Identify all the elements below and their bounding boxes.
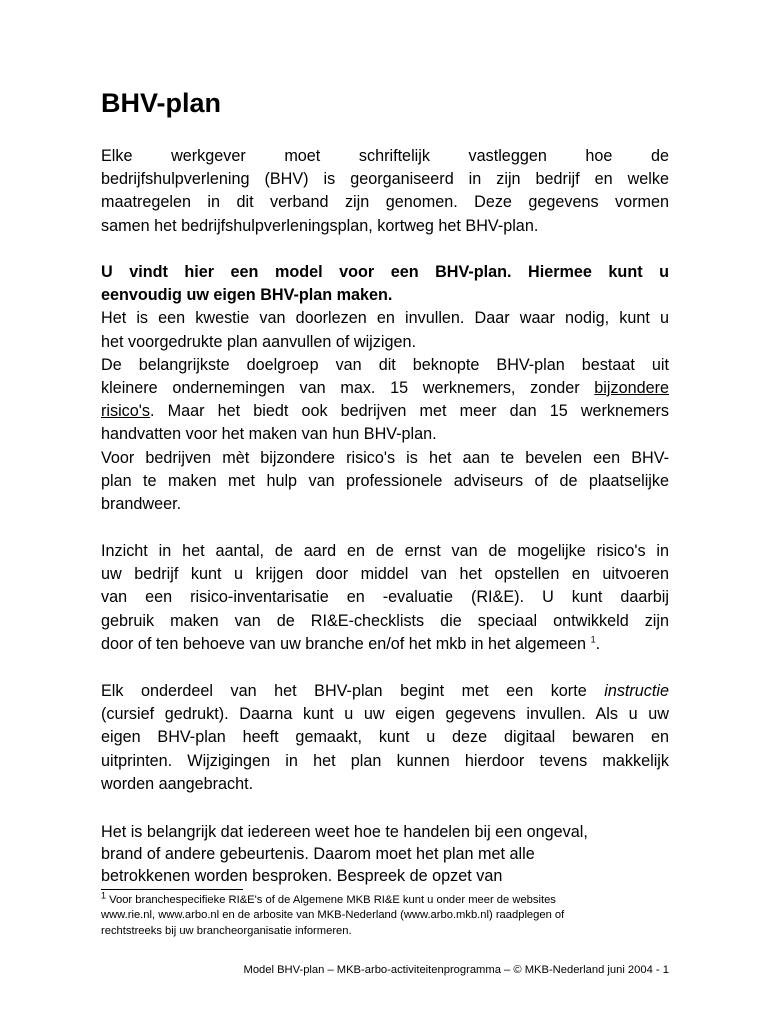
text-line: maatregelen in dit verband zijn genomen. Deze gegevens vormen — [101, 193, 669, 212]
text-line: het voorgedrukte plan aanvullen of wijzigen. — [101, 332, 416, 351]
text-line: (cursief gedrukt). Daarna kunt u uw eigen gegevens invullen. Als u uw — [101, 705, 669, 724]
bold-line: U vindt hier een model voor een BHV-plan. Hiermee kunt u — [101, 263, 669, 281]
intro-paragraph — [101, 145, 669, 238]
bijzondere-risicos-link-cont[interactable]: risico's — [101, 402, 150, 421]
footnote — [101, 890, 669, 939]
text-line: Elke werkgever moet schriftelijk vastleggen hoe de — [101, 147, 669, 165]
text-line: gebruik maken van de RI&E-checklists die speciaal ontwikkeld zijn — [101, 611, 669, 630]
text-line: eigen BHV-plan heeft gemaakt, kunt u deze digitaal bewaren en — [101, 728, 669, 747]
text-line: Het is belangrijk dat iedereen weet hoe te handelen bij een ongeval, — [101, 823, 588, 841]
text-segment: door of ten behoeve van uw branche en/of het mkb in het algemeen — [101, 634, 591, 653]
text-segment: . Maar het biedt ook bedrijven met meer dan 15 werknemers — [149, 402, 669, 421]
bold-line: eenvoudig uw eigen BHV-plan maken. — [101, 286, 393, 305]
text-line: worden aangebracht. — [101, 774, 254, 793]
text-line: samen het bedrijfshulpverleningsplan, kortweg het BHV-plan. — [101, 216, 539, 235]
text-line — [101, 633, 669, 656]
text-line — [101, 400, 669, 423]
text-line: Voor bedrijven mèt bijzondere risico's is het aan te bevelen een BHV- — [101, 448, 669, 467]
footnote-line: rechtstreeks bij uw brancheorganisatie informeren. — [101, 924, 352, 937]
text-line: uw bedrijf kunt u krijgen door middel van het opstellen en uitvoeren — [101, 565, 669, 584]
text-line: brand of andere gebeurtenis. Daarom moet het plan met alle — [101, 845, 535, 863]
text-line: betrokkenen worden besproken. Bespreek de opzet van — [101, 867, 503, 885]
text-line: handvatten voor het maken van hun BHV-plan. — [101, 425, 437, 444]
text-segment: Elk onderdeel van het BHV-plan begint met een korte — [101, 682, 605, 700]
text-line: De belangrijkste doelgroep van dit beknopte BHV-plan bestaat uit — [101, 355, 669, 374]
text-segment: Voor branchespecifieke RI&E's of de Algemene MKB RI&E kunt u onder meer de websites — [106, 894, 556, 906]
footnote-separator — [101, 889, 243, 890]
text-line: van een risico-inventarisatie en -evaluatie (RI&E). U kunt daarbij — [101, 588, 669, 607]
text-segment: kleinere ondernemingen van max. 15 werknemers, zonder — [101, 379, 595, 398]
model-paragraph — [101, 261, 669, 516]
text-line: uitprinten. Wijzigingen in het plan kunnen hierdoor tevens makkelijk — [101, 751, 669, 770]
italic-word: instructie — [604, 682, 669, 700]
text-line: Inzicht in het aantal, de aard en de ernst van de mogelijke risico's in — [101, 542, 669, 560]
bijzondere-risicos-link[interactable]: bijzondere — [594, 379, 669, 398]
text-line: brandweer. — [101, 495, 182, 514]
text-line: bedrijfshulpverlening (BHV) is georganiseerd in zijn bedrijf en welke — [101, 170, 669, 189]
closing-paragraph — [101, 821, 669, 887]
page-title: BHV-plan — [101, 88, 222, 118]
text-segment: . — [595, 634, 601, 653]
text-line — [101, 680, 669, 703]
rie-paragraph — [101, 540, 669, 656]
footnote-line — [101, 890, 669, 908]
footnote-line: www.rie.nl, www.arbo.nl en de arbosite van MKB-Nederland (www.arbo.mkb.nl) raadplegen of — [101, 909, 565, 922]
text-line: Het is een kwestie van doorlezen en invullen. Daar waar nodig, kunt u — [101, 309, 669, 328]
page-footer: Model BHV-plan – MKB-arbo-activiteitenprogramma – © MKB-Nederland juni 2004 - 1 — [243, 964, 669, 976]
text-line: plan te maken met hulp van professionele adviseurs of de plaatselijke — [101, 471, 669, 490]
text-line — [101, 377, 669, 400]
footnote-mark: 1 — [101, 890, 107, 901]
footnote-reference[interactable]: 1 — [590, 634, 596, 645]
instruction-paragraph — [101, 680, 669, 796]
